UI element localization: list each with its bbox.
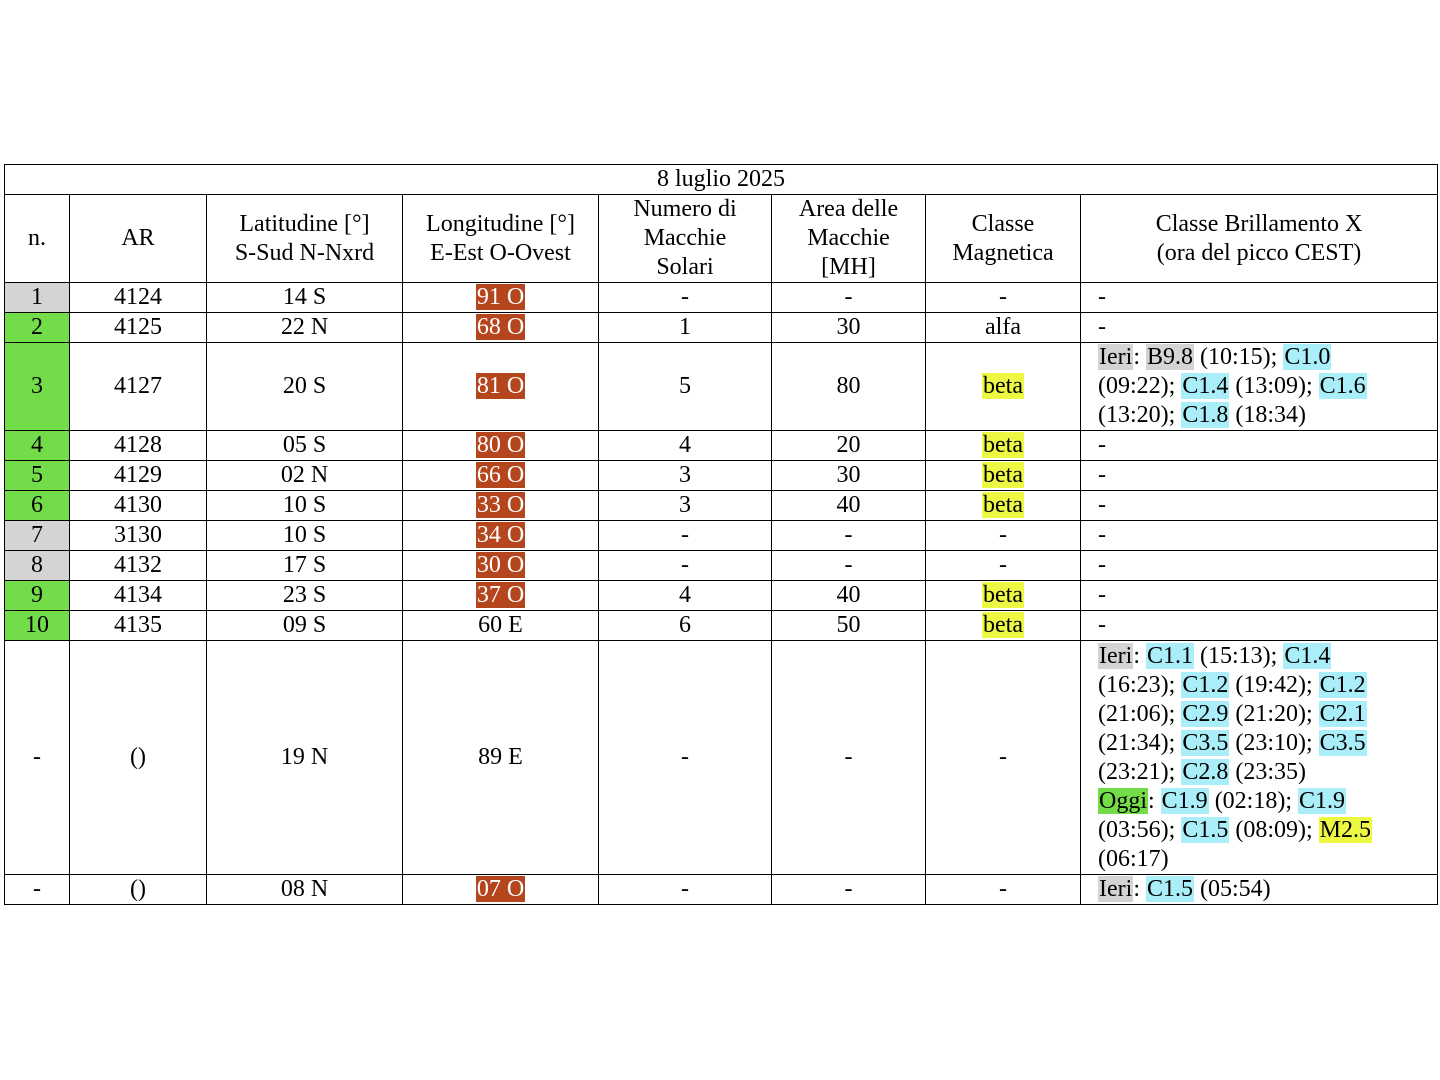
sunspot-area: 40 — [772, 491, 926, 521]
flare-class: Ieri: C1.5 (05:54) — [1081, 875, 1438, 905]
sunspot-count: 3 — [599, 491, 772, 521]
region-latitude: 02 N — [207, 461, 403, 491]
flare-class: Ieri: B9.8 (10:15); C1.0 (09:22); C1.4 (13:09); C1.6 (13:20); C1.8 (18:34) — [1081, 343, 1438, 431]
magnetic-class: - — [926, 551, 1081, 581]
region-ar: 4132 — [70, 551, 207, 581]
sunspot-count: 5 — [599, 343, 772, 431]
flare-class: - — [1081, 431, 1438, 461]
flare-class: - — [1081, 581, 1438, 611]
region-ar: 4130 — [70, 491, 207, 521]
sunspot-count: - — [599, 641, 772, 875]
table-title: 8 luglio 2025 — [5, 165, 1438, 195]
row-number: 6 — [5, 491, 70, 521]
table-row — [5, 491, 1438, 521]
region-ar: 4124 — [70, 283, 207, 313]
row-number: 3 — [5, 343, 70, 431]
row-number: 7 — [5, 521, 70, 551]
magnetic-class: beta — [926, 491, 1081, 521]
region-longitude: 33 O — [403, 491, 599, 521]
sunspot-count: 3 — [599, 461, 772, 491]
table-row — [5, 581, 1438, 611]
magnetic-class: - — [926, 641, 1081, 875]
region-longitude: 07 O — [403, 875, 599, 905]
region-longitude: 81 O — [403, 343, 599, 431]
magnetic-class: - — [926, 283, 1081, 313]
sunspot-count: - — [599, 551, 772, 581]
region-ar: 4128 — [70, 431, 207, 461]
magnetic-class: - — [926, 521, 1081, 551]
region-ar: () — [70, 641, 207, 875]
region-latitude: 20 S — [207, 343, 403, 431]
region-longitude: 89 E — [403, 641, 599, 875]
table-row — [5, 461, 1438, 491]
region-latitude: 10 S — [207, 521, 403, 551]
sunspot-count: - — [599, 875, 772, 905]
magnetic-class: beta — [926, 431, 1081, 461]
header-ar: AR — [70, 195, 207, 283]
sunspot-count: 6 — [599, 611, 772, 641]
sunspot-area: - — [772, 521, 926, 551]
row-number: 4 — [5, 431, 70, 461]
table-row — [5, 283, 1438, 313]
table-row — [5, 875, 1438, 905]
sunspot-area: - — [772, 641, 926, 875]
row-number: 1 — [5, 283, 70, 313]
sunspot-count: - — [599, 283, 772, 313]
sunspot-count: - — [599, 521, 772, 551]
magnetic-class: beta — [926, 461, 1081, 491]
sunspot-area: 50 — [772, 611, 926, 641]
header-longitude: Longitudine [°] E-Est O-Ovest — [403, 195, 599, 283]
table-row — [5, 521, 1438, 551]
table-row — [5, 431, 1438, 461]
flare-class: - — [1081, 551, 1438, 581]
region-latitude: 22 N — [207, 313, 403, 343]
sunspot-count: 1 — [599, 313, 772, 343]
header-row — [5, 195, 1438, 283]
flare-class: Ieri: C1.1 (15:13); C1.4 (16:23); C1.2 (19:42); C1.2 (21:06); C2.9 (21:20); C2.1 (21:34); C3.5 (23:10); C3.5 (23:21); C2.8 (23:35) Oggi: C1.9 (02:18); C1.9 (03:56); C1.5 (08:09); M2.5 (06:17) — [1081, 641, 1438, 875]
row-number: - — [5, 875, 70, 905]
region-longitude: 68 O — [403, 313, 599, 343]
header-sunspot-count: Numero di Macchie Solari — [599, 195, 772, 283]
table-row — [5, 641, 1438, 875]
sunspot-area: - — [772, 875, 926, 905]
row-number: 8 — [5, 551, 70, 581]
flare-class: - — [1081, 611, 1438, 641]
region-longitude: 37 O — [403, 581, 599, 611]
region-latitude: 05 S — [207, 431, 403, 461]
region-latitude: 08 N — [207, 875, 403, 905]
sunspot-area: 40 — [772, 581, 926, 611]
row-number: - — [5, 641, 70, 875]
row-number: 10 — [5, 611, 70, 641]
active-regions-table — [4, 164, 1438, 905]
table-row — [5, 343, 1438, 431]
region-ar: 3130 — [70, 521, 207, 551]
region-ar: 4129 — [70, 461, 207, 491]
row-number: 5 — [5, 461, 70, 491]
header-latitude: Latitudine [°] S-Sud N-Nxrd — [207, 195, 403, 283]
sunspot-area: 20 — [772, 431, 926, 461]
region-latitude: 17 S — [207, 551, 403, 581]
region-longitude: 80 O — [403, 431, 599, 461]
header-flare-class: Classe Brillamento X (ora del picco CEST) — [1081, 195, 1438, 283]
row-number: 9 — [5, 581, 70, 611]
region-longitude: 30 O — [403, 551, 599, 581]
sunspot-area: - — [772, 551, 926, 581]
region-ar: 4135 — [70, 611, 207, 641]
region-latitude: 14 S — [207, 283, 403, 313]
region-ar: 4127 — [70, 343, 207, 431]
table-row — [5, 611, 1438, 641]
magnetic-class: - — [926, 875, 1081, 905]
magnetic-class: alfa — [926, 313, 1081, 343]
header-sunspot-area: Area delle Macchie [MH] — [772, 195, 926, 283]
row-number: 2 — [5, 313, 70, 343]
region-latitude: 23 S — [207, 581, 403, 611]
header-n: n. — [5, 195, 70, 283]
table-row — [5, 551, 1438, 581]
flare-class: - — [1081, 283, 1438, 313]
region-longitude: 34 O — [403, 521, 599, 551]
region-latitude: 10 S — [207, 491, 403, 521]
flare-class: - — [1081, 491, 1438, 521]
sunspot-count: 4 — [599, 431, 772, 461]
region-longitude: 60 E — [403, 611, 599, 641]
header-magnetic-class: Classe Magnetica — [926, 195, 1081, 283]
sunspot-count: 4 — [599, 581, 772, 611]
region-latitude: 09 S — [207, 611, 403, 641]
magnetic-class: beta — [926, 343, 1081, 431]
sunspot-area: 80 — [772, 343, 926, 431]
region-latitude: 19 N — [207, 641, 403, 875]
region-longitude: 66 O — [403, 461, 599, 491]
magnetic-class: beta — [926, 611, 1081, 641]
region-ar: () — [70, 875, 207, 905]
flare-class: - — [1081, 313, 1438, 343]
flare-class: - — [1081, 461, 1438, 491]
sunspot-area: - — [772, 283, 926, 313]
table-row — [5, 313, 1438, 343]
region-ar: 4134 — [70, 581, 207, 611]
region-longitude: 91 O — [403, 283, 599, 313]
magnetic-class: beta — [926, 581, 1081, 611]
sunspot-area: 30 — [772, 461, 926, 491]
region-ar: 4125 — [70, 313, 207, 343]
flare-class: - — [1081, 521, 1438, 551]
sunspot-area: 30 — [772, 313, 926, 343]
